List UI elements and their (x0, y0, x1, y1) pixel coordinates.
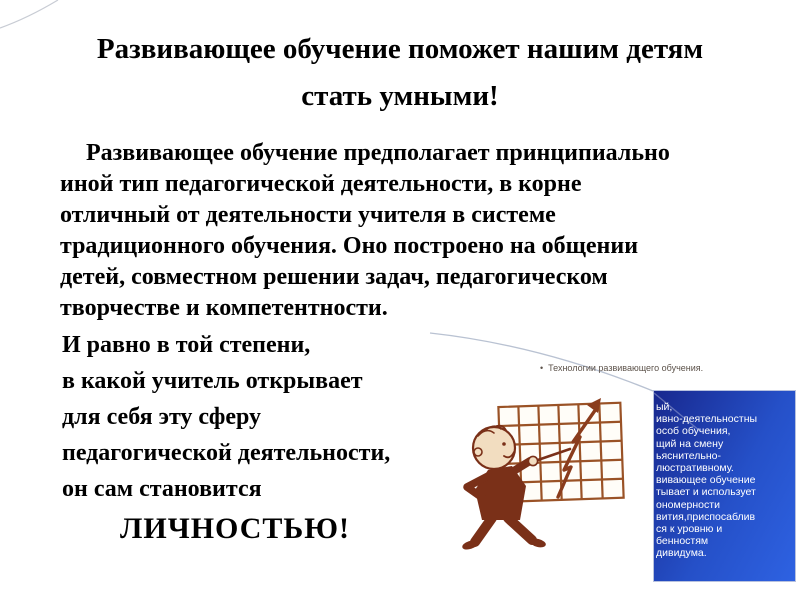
info-box-line: щий на смену (656, 437, 724, 450)
info-box-line: вивающее обучение (656, 474, 756, 487)
title-line: стать умными! (301, 80, 499, 112)
info-box-line: ономерности (656, 498, 720, 511)
info-box-line: особ обучения, (656, 425, 731, 438)
info-box-text (654, 391, 795, 560)
info-box-line: ся к уровню и (656, 523, 723, 536)
title-line: Развивающее обучение поможет нашим детям (96, 33, 704, 65)
paragraph-line: отличный от деятельности учителя в системе (60, 202, 556, 228)
info-box-line: вития,приспосаблив (656, 510, 756, 523)
text-line: педагогической деятельности, (62, 440, 391, 466)
emphasis-text: ЛИЧНОСТЬЮ! (120, 512, 351, 545)
paragraph-line: творчестве и компетентности. (60, 295, 388, 321)
info-box-line: бенностям (656, 535, 709, 548)
info-box-line: ивно-деятельностны (656, 413, 758, 426)
text-line: И равно в той степени, (62, 332, 311, 358)
info-box-line: люстративному. (656, 462, 734, 475)
slide-title (0, 26, 800, 120)
info-box-line: тывает и использует (656, 486, 756, 499)
picture-caption (540, 363, 770, 374)
paragraph-line: Развивающее обучение предполагает принципиально (86, 140, 670, 166)
info-box-line: ый, (656, 401, 673, 413)
blue-info-box (653, 390, 796, 582)
left-text-block (62, 327, 462, 507)
info-box-line: дивидума. (656, 547, 707, 560)
paragraph-line: детей, совместном решении задач, педагогическом (60, 264, 608, 290)
bullet-icon: • (540, 363, 544, 373)
text-line: в какой учитель открывает (62, 368, 363, 394)
presenter-cartoon (448, 392, 663, 587)
paragraph-line: иной тип педагогической деятельности, в корне (60, 171, 582, 197)
text-line: для себя эту сферу (62, 404, 262, 430)
info-box-line: ьяснительно- (656, 449, 721, 462)
caption-text: Технологии развивающего обучения. (548, 363, 704, 373)
paragraph-line: традиционного обучения. Оно построено на общении (60, 233, 639, 259)
text-line: он сам становится (62, 476, 262, 502)
body-paragraph (60, 138, 750, 324)
